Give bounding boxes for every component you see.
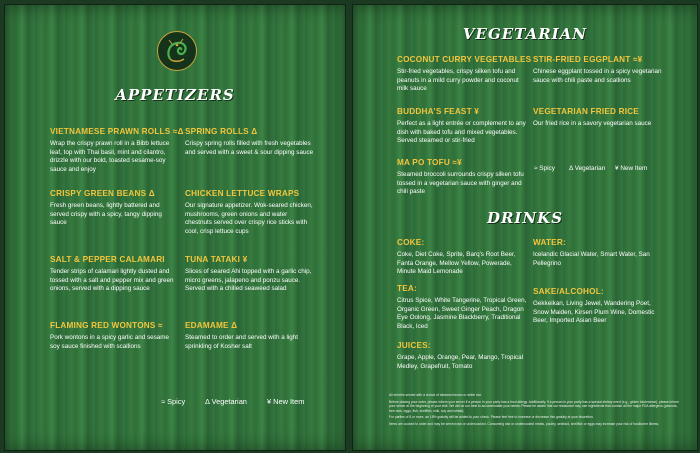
item-name: CRISPY GREEN BEANS Δ <box>50 189 155 198</box>
item-desc: Wrap the crispy prawn roll in a Bibb lettuce leaf, top with Thai basil, mint and cilantro, drizzle with our bold, toasted sesame-soy sauce and enjoy <box>50 140 170 173</box>
fine-print-line: For parties of 8 or more, an 18% gratuity will be added to your check. Please feel free to increase or decrease this gratuity at your discretion. <box>389 415 594 420</box>
item-desc: Our signature appetizer. Wok-seared chicken, mushrooms, green onions and water chestnuts served over crispy rice sticks with cool, crisp lettuce cups <box>185 202 313 235</box>
item-desc: Perfect as a light entrée or complement to any dish with baked tofu and mixed vegetables. Served steamed or stir-fried <box>397 120 526 145</box>
menu-item <box>185 255 315 294</box>
item-name: TUNA TATAKI ¥ <box>185 255 248 264</box>
legend-vegetarian: Δ Vegetarian <box>569 165 606 172</box>
legend-new-item: ¥ New Item <box>267 397 305 406</box>
item-desc: Stir-fried vegetables, crispy silken tofu and peanuts in a mild curry powder and coconut milk sauce <box>397 68 519 93</box>
item-desc: Our fried rice in a savory vegetarian sauce <box>533 120 652 127</box>
fine-print-line: Before placing your order, please inform your server if a person in your party has a food allergy. Additionally, if a person in your party has a special dietary need (e.g., gluten intolerance), please inform your server at the beginning of your visit. We will do our best to accommodate your needs. Please be aware that our restaurant may use ingredients that contain all the major FDA allergens (peanuts, tree nuts, eggs, fish, shellfish, milk, soy and wheat). <box>389 399 679 413</box>
item-name: COCONUT CURRY VEGETABLES <box>397 55 532 64</box>
drink-category <box>533 238 663 268</box>
drink-category-name: JUICES: <box>397 341 431 350</box>
item-desc: Crispy spring rolls filled with fresh vegetables and served with a sweet & sour dipping sauce <box>185 140 314 156</box>
menu-item <box>397 55 532 94</box>
menu-item <box>50 255 180 294</box>
drink-category <box>397 284 527 331</box>
vegetarian-drinks-page <box>352 4 698 451</box>
item-name: CHICKEN LETTUCE WRAPS <box>185 189 300 198</box>
item-desc: Fresh green beans, lightly battered and served crispy with a spicy, tangy dipping sauce <box>50 202 162 227</box>
drink-list: Coke, Diet Coke, Sprite, Barq's Root Beer, Fanta Orange, Mellow Yellow, Powerade, Minute Maid Lemonade <box>397 251 516 276</box>
item-desc: Pork wontons in a spicy garlic and sesame soy sauce finished with scallions <box>50 334 169 350</box>
menu-item <box>397 107 527 146</box>
drink-list: Grape, Apple, Orange, Pear, Mango, Tropical Medley, Grapefruit, Tomato <box>397 354 524 370</box>
drink-category-name: TEA: <box>397 284 417 293</box>
drink-list: Icelandic Glacial Water, Smart Water, San Pellegrino <box>533 251 650 267</box>
appetizers-page <box>4 4 346 451</box>
drink-category-name: WATER: <box>533 238 566 247</box>
fine-print-line: All entrées served with a choice of steamed brown or white rice. <box>389 393 483 397</box>
appetizers-title: APPETIZERS <box>115 86 235 104</box>
item-desc: Slices of seared Ahi topped with a garlic chip, micro greens, jalapeno and ponzu sauce. Served with a chilled seaweed salad <box>185 268 312 293</box>
item-desc: Steamed broccoli surrounds crispy silken tofu tossed in a vegetarian sauce with ginger and chili paste <box>397 171 524 196</box>
item-name: VEGETARIAN FRIED RICE <box>533 107 639 116</box>
legend-new-item: ¥ New Item <box>615 165 648 172</box>
menu-item <box>533 107 663 129</box>
menu-item <box>50 189 180 228</box>
menu-item <box>185 127 315 157</box>
item-name: STIR-FRIED EGGPLANT ≈¥ <box>533 55 643 64</box>
drink-category-name: SAKE/ALCOHOL: <box>533 287 604 296</box>
drink-category <box>533 287 663 326</box>
drink-list: Citrus Spice, White Tangerine, Tropical Green, Organic Green, Sweet Ginger Peach, Dragon Eye Oolong, Jasmine Blackberry, Traditional Black, Iced <box>397 297 527 330</box>
item-name: MA PO TOFU ≈¥ <box>397 158 462 167</box>
item-desc: Chinese eggplant tossed in a spicy vegetarian sauce with chili paste and scallions <box>533 68 662 84</box>
item-name: BUDDHA'S FEAST ¥ <box>397 107 480 116</box>
drink-category <box>397 238 527 277</box>
item-desc: Tender strips of calamari lightly dusted and tossed with a salt and pepper mix and green onions, served with a dipping sauce <box>50 268 174 293</box>
item-name: SALT & PEPPER CALAMARI <box>50 255 165 264</box>
drink-category-name: COKE: <box>397 238 425 247</box>
legend-vegetarian: Δ Vegetarian <box>205 397 247 406</box>
item-name: FLAMING RED WONTONS ≈ <box>50 321 163 330</box>
item-name: EDAMAME Δ <box>185 321 238 330</box>
fine-print <box>389 393 679 429</box>
menu-item <box>185 321 315 351</box>
legend-spicy: ≈ Spicy <box>161 397 186 406</box>
menu-item <box>50 127 184 174</box>
menu-item <box>185 189 315 236</box>
vegetarian-title: VEGETARIAN <box>462 25 588 43</box>
drink-list: Gekkeikan, Living Jewel, Wandering Poet, Snow Maiden, Kirsen Plum Wine, Domestic Beer, Imported Asian Beer <box>533 300 655 325</box>
drinks-title: DRINKS <box>486 209 564 227</box>
dragon-logo-icon <box>157 31 197 71</box>
menu-item <box>397 158 527 197</box>
menu-item <box>50 321 180 351</box>
item-desc: Steamed to order and served with a light sprinkling of Kosher salt <box>185 334 299 350</box>
fine-print-line: Items are cooked to order and may be served raw or undercooked. Consuming raw or undercooked meats, poultry, seafood, shellfish or eggs may increase your risk of foodborne illness. <box>389 421 660 426</box>
item-name: SPRING ROLLS Δ <box>185 127 258 136</box>
legend-spicy: ≈ Spicy <box>534 165 555 172</box>
item-name: VIETNAMESE PRAWN ROLLS ≈Δ <box>50 127 184 136</box>
menu-item <box>533 55 663 85</box>
drink-category <box>397 341 527 371</box>
